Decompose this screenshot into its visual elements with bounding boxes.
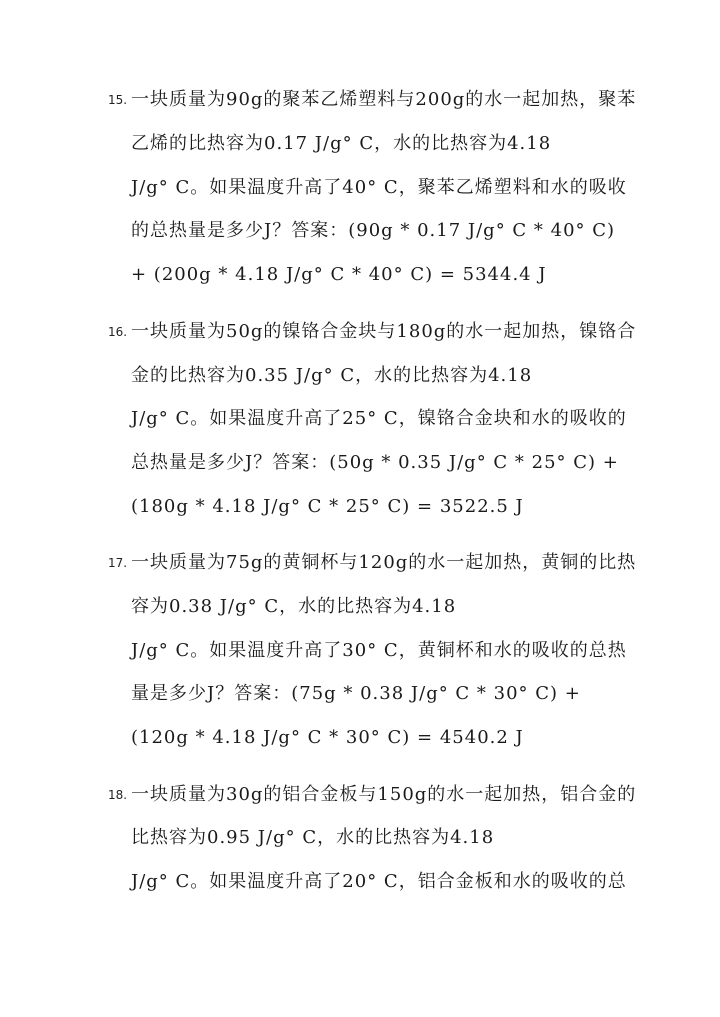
problem-number: 18.: [108, 788, 128, 802]
problem-line: 一块质量为50g的镍铬合金块与180g的水一起加热，镍铬合: [131, 321, 637, 342]
problem-line: 一块质量为75g的黄铜杯与120g的水一起加热，黄铜的比热: [131, 552, 637, 573]
problem-number: 15.: [108, 93, 128, 107]
problem-line: J/g° C。如果温度升高了40° C，聚苯乙烯塑料和水的吸收: [131, 177, 627, 198]
problem-line: + (200g * 4.18 J/g° C * 40° C) = 5344.4 J: [131, 264, 547, 285]
problem-line: 一块质量为30g的铝合金板与150g的水一起加热，铝合金的: [131, 784, 637, 805]
problem-line: 比热容为0.95 J/g° C，水的比热容为4.18: [131, 827, 495, 848]
problem-line: (120g * 4.18 J/g° C * 30° C) = 4540.2 J: [131, 727, 524, 748]
problem-number: 17.: [108, 556, 128, 570]
problem-line: J/g° C。如果温度升高了25° C，镍铬合金块和水的吸收的: [131, 408, 627, 429]
problem-line: 一块质量为90g的聚苯乙烯塑料与200g的水一起加热，聚苯: [131, 89, 637, 110]
problem-line: 总热量是多少J？答案：(50g * 0.35 J/g° C * 25° C) +: [131, 452, 619, 473]
problem-line: 金的比热容为0.35 J/g° C，水的比热容为4.18: [131, 365, 533, 386]
problem-line: J/g° C。如果温度升高了20° C，铝合金板和水的吸收的总: [131, 871, 627, 892]
problem-line: 乙烯的比热容为0.17 J/g° C，水的比热容为4.18: [131, 133, 552, 154]
problem-number: 16.: [108, 325, 128, 339]
problem-line: J/g° C。如果温度升高了30° C，黄铜杯和水的吸收的总热: [131, 640, 627, 661]
problem-line: 量是多少J？答案：(75g * 0.38 J/g° C * 30° C) +: [131, 683, 581, 704]
problem-line: 的总热量是多少J？答案：(90g * 0.17 J/g° C * 40° C): [131, 220, 616, 241]
problem-line: (180g * 4.18 J/g° C * 25° C) = 3522.5 J: [131, 496, 524, 517]
problem-line: 容为0.38 J/g° C，水的比热容为4.18: [131, 596, 457, 617]
